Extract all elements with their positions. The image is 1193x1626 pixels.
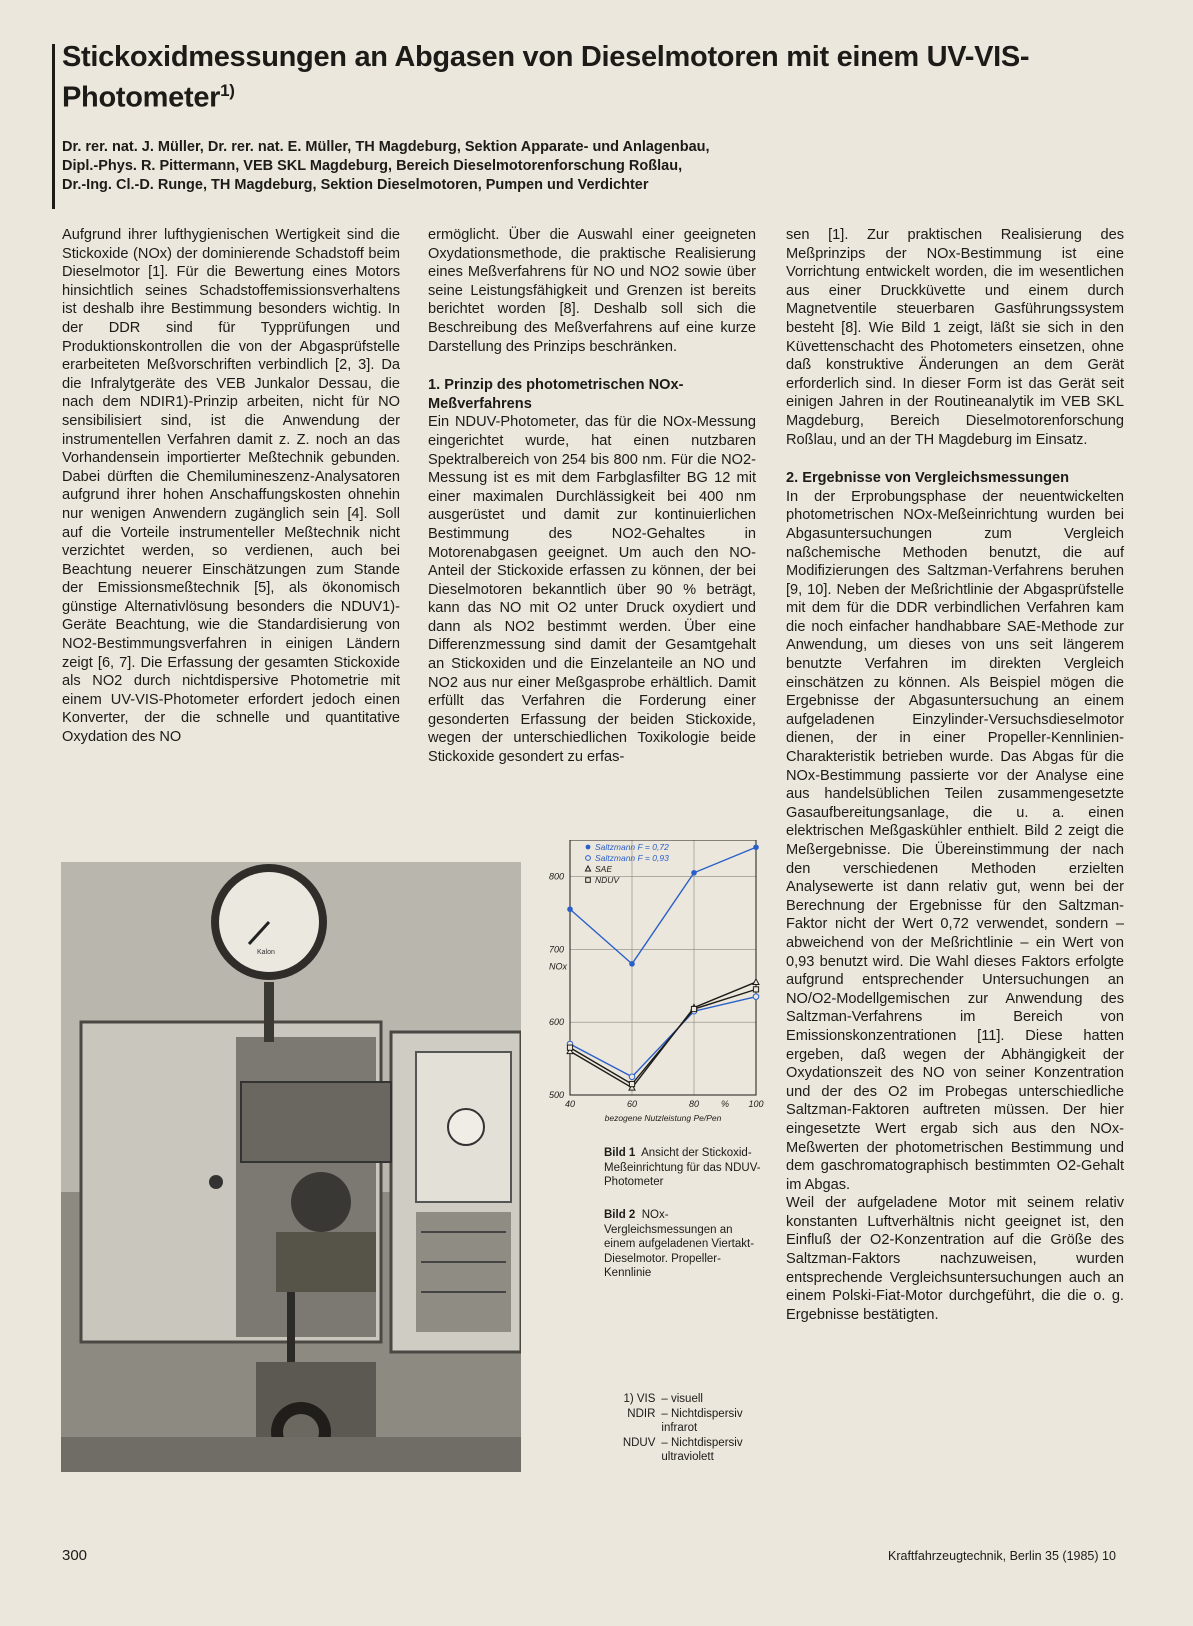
text-column-3 [786,226,1124,1324]
footnote-abbr: 1) VIS [623,1393,656,1405]
footnotes [610,1392,770,1465]
legend-marker [586,856,591,861]
paragraph: ermöglicht. Über die Auswahl einer geeigneten Oxydationsmethode, die praktische Realisierung eines Meßverfahrens für NO und NO2 sowie über seine Leistungsfähigkeit und Grenzen ist bereits berichtet worden [8]. Deshalb soll sich die Beschreibung des Meßverfahrens auf eine kurze Darstellung des Prinzips beschränken. [428,227,756,355]
legend-marker [585,866,590,871]
y-tick-label: 700 [548,944,564,955]
data-point [753,994,759,1000]
footnote-item [610,1392,770,1407]
y-axis-label: NOx [549,961,567,972]
data-point [567,906,573,912]
x-tick-label: 100 [748,1099,764,1109]
section-heading: 2. Ergebnisse von Vergleichsmessungen [786,470,1070,487]
footnote-abbr: NDIR [627,1407,656,1420]
gauge-label: Kalon [257,949,275,956]
y-tick-label: 500 [548,1090,564,1100]
x-tick-label: 80 [688,1099,700,1109]
chart-svg [528,840,788,1140]
legend-marker [586,878,591,883]
author-line: Dr. rer. nat. J. Müller, Dr. rer. nat. E. Müller, TH Magdeburg, Sektion Apparate- und Anlagenbau, [62,139,710,155]
legend-label: Saltzmann F = 0,93 [595,853,669,863]
data-point [753,979,759,985]
legend-label: Saltzmann F = 0,72 [595,842,669,852]
paragraph: Ein NDUV-Photometer, das für die NOx-Messung eingerichtet wurde, hat einen nutzbaren Spektralbereich von 254 bis 800 nm. Für die NO2-Messung ist es mit dem Farbglasfilter BG 12 mit einer maximalen Durchlässigkeit bei 400 nm ausgerüstet und damit zur kontinuierlichen Bestimmung des NO2-Gehaltes in Motorenabgasen geeignet. Um auch den NO-Anteil der Stickoxide erfassen zu können, der bei Dieselmotoren bekanntlich über 90 % beträgt, kann das NO mit O2 unter Druck oxydiert und dann als NO2 bestimmt werden. Über eine Differenzmessung sind damit der Gesamtgehalt an Stickoxiden und die Einzelanteile an NO und NO2 aus nur einer Meßgasprobe erhältlich. Damit erfüllt das Verfahren die Forderung einer gesonderten Erfassung der beiden Stickoxide, wegen der unterschiedlichen Toxikologie beide Stickoxide gesondert zu erfas- [428,414,756,766]
data-point [691,1006,696,1011]
article-title: Stickoxidmessungen an Abgasen von Dieselmotoren mit einem UV-VIS-Photometer$^{1)}$ [62,41,1030,114]
data-point [753,987,758,992]
figure-photo-measuring-device [61,862,521,1472]
caption-text: Ansicht der Stickoxid-Meßeinrichtung für das NDUV-Photometer [604,1147,761,1188]
legend-label: SAE [595,864,613,874]
y-tick-label: 600 [548,1017,564,1028]
caption-label: Bild 2 [604,1209,636,1221]
footnote-item [610,1407,770,1436]
x-tick-label: 60 [626,1099,638,1109]
paragraph: Weil der aufgeladene Motor mit seinem relativ konstanten Luftverhältnis nicht geeignet ist, den Einfluß der O2-Konzentration auf die Größe des Saltzman-Faktors nachzuweisen, wurden entsprechende Vergleichsuntersuchungen auch an einem Polski-Fiat-Motor durchgeführt, die die o. g. Ergebnisse bestätigten. [786,1195,1124,1323]
footnote-abbr: NDUV [622,1436,656,1449]
caption-bild-1 [604,1146,764,1190]
data-point [629,1081,634,1086]
journal-citation: Kraftfahrzeugtechnik, Berlin 35 (1985) 10 [888,1549,1116,1563]
photo-drawing [61,862,521,1472]
x-axis-label: bezogene Nutzleistung Pe/Pen [604,1113,722,1123]
text-column-1 [62,226,400,747]
x-tick-label: 40 [564,1099,576,1109]
caption-bild-2 [604,1208,764,1281]
caption-label: Bild 1 [604,1147,636,1159]
data-point [691,870,697,876]
title-rule [52,44,55,209]
y-tick-label: 800 [548,871,564,882]
paragraph: Aufgrund ihrer lufthygienischen Wertigkeit sind die Stickoxide (NOx) der dominierende Schadstoff beim Dieselmotor [1]. Für die Bewertung eines Motors hinsichtlich seines Schadstoffemissionsverhaltens ist deshalb ihre Bestimmung besonders wichtig. In der DDR sind für Typprüfungen und Produktionskontrollen die von der Abgasprüfstelle erarbeiteten Meßvorschriften verbindlich [2, 3]. Da die Infralytgeräte des VEB Junkalor Dessau, die nach dem NDIR1)-Prinzip arbeiten, nicht für NO sensibilisiert sind, ist die Anwendung der instrumentellen Verfahren damit z. Z. noch an das Vorhandensein importierter Meßtechnik gebunden. Dabei dürften die Chemilumineszenz-Analysatoren aufgrund ihrer hohen Anschaffungskosten ohnehin nur wenigen Anwendern zugänglich sein [4]. Soll auf die Vorteile instrumenteller Meßtechnik nicht verzichtet werden, so verdienen, auch bei Beachtung neuerer Einschätzungen zum Stande der Emissionsmeßtechnik [5], als ökonomisch günstige Alternativlösung besonders die NDUV1)-Geräte Beachtung, wie die Standardisierung von NO2-Bestimmungsverfahren in einigen Ländern zeigt [6, 7]. Die Erfassung der gesamten Stickoxide als NO2 durch nichtdispersive Photometrie mit einem UV-VIS-Photometer erfordert jedoch einen Konverter, der die schnelle und quantitative Oxydation des NO [62,227,400,746]
x-unit-label: % [720,1099,730,1109]
data-point [629,1074,635,1080]
section-heading: 1. Prinzip des photometrischen NOx-Meßverfahrens [428,377,684,412]
footnote-def: – Nichtdispersiv infrarot [661,1407,743,1434]
author-line: Dipl.-Phys. R. Pittermann, VEB SKL Magdeburg, Bereich Dieselmotorenforschung Roßlau, [62,158,683,174]
author-block [62,138,1112,195]
data-point [629,961,635,967]
footnote-def: – visuell [661,1393,703,1405]
paragraph: sen [1]. Zur praktischen Realisierung des Meßprinzips der NOx-Bestimmung ist eine Vorrichtung entwickelt worden, die im wesentlichen aus einer Druckküvette und einem durch Magnetventile steuerbaren Gasführungssystem besteht [8]. Wie Bild 1 zeigt, läßt sie sich in den Küvettenschacht des Photometers einsetzen, ohne daß konstruktive Änderungen an dem Gerät erforderlich sind. In dieser Form ist das Gerät seit einigen Jahren in der Routineanalytik im VEB SKL Magdeburg, Bereich Dieselmotorenforschung Roßlau, und an der TH Magdeburg im Einsatz. [786,227,1124,448]
data-point [753,844,759,850]
footnote-item [610,1436,770,1465]
legend-label: NDUV [595,875,620,885]
paragraph: In der Erprobungsphase der neuentwickelten photometrischen NOx-Meßeinrichtung wurden bei Abgasuntersuchungen zum Vergleich naßchemische Methoden benutzt, die auf Modifizierungen des Saltzman-Verfahrens beruhen [9, 10]. Neben der Meßrichtlinie der Abgasprüfstelle mit dem für die DDR verbindlichen Verfahren kam die noch einfacher handhabbare SAE-Methode zur Anwendung, um dieses von uns seit längerem benutzte Verfahren im direkten Vergleich einschätzen zu können. Als Beispiel mögen die Ergebnisse der Abgasuntersuchung an einem aufgeladenen Einzylinder-Versuchsdieselmotor dienen, der in einer Propeller-Kennlinien-Charakteristik betrieben wurde. Das Abgas für die NOx-Bestimmung passierte vor der Analyse eine aus handelsüblichen Teilen zusammengesetzte Gasaufbereitungsanlage, die u. a. einen elektrischen Meßgaskühler enthielt. Bild 2 zeigt die Meßergebnisse. Die Übereinstimmung der nach den verschiedenen Methoden erzielten Analysewerte ist dann relativ gut, wenn bei der Berechnung der Ergebnisse für den Saltzman-Faktor nicht der Wert 0,72 verwendet, sondern – abweichend von der Meßrichtlinie – ein Wert von 0,93 benutzt wird. Die Wahl dieses Faktors erfolgte aufgrund entsprechender Untersuchungen an NO/O2-Modellgemischen zur Anwendung des Saltzman-Verfahrens im Bereich von Emissionskonzentrationen [11]. Diese hatten ergeben, daß wegen der Abhängigkeit der Oxydationszeit des NO von seiner Konzentration und der des O2 im Probegas unterschiedliche Saltzman-Faktoren auftreten müssen. Der hier eingesetzte Wert ergab sich aus den NOx-Meßwerten der photometrischen Bestimmung und dem gaschromatographisch bestimmten O2-Gehalt im Abgas. [786,488,1124,1193]
footnote-def: – Nichtdispersiv ultraviolett [661,1436,743,1463]
page-number: 300 [62,1547,88,1564]
legend-marker [586,845,591,850]
text-column-2 [428,226,756,767]
author-line: Dr.-Ing. Cl.-D. Runge, TH Magdeburg, Sektion Dieselmotoren, Pumpen und Verdichter [62,177,649,193]
data-point [567,1045,572,1050]
figure-chart-nox-comparison [528,840,788,1140]
caption-text: NOx-Vergleichsmessungen an einem aufgeladenen Viertakt-Dieselmotor. Propeller-Kennlinie [604,1209,755,1279]
